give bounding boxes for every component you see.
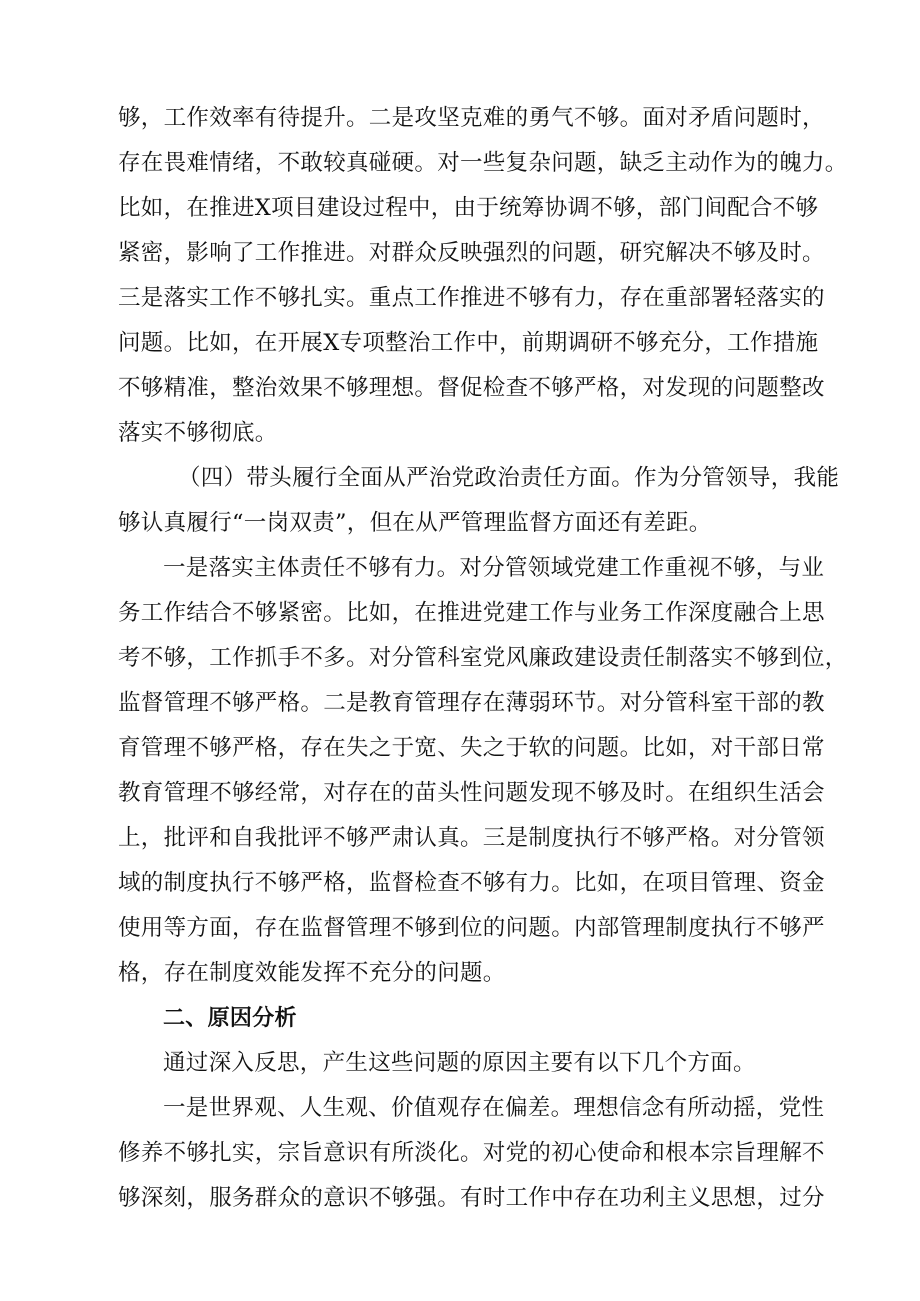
paragraph-line: 存在畏难情绪，不敢较真碰硬。对一些复杂问题，缺乏主动作为的魄力。 — [118, 150, 848, 176]
paragraph-line: 考不够，工作抓手不多。对分管科室党风廉政建设责任制落实不够到位， — [118, 645, 848, 671]
paragraph-line: 紧密，影响了工作推进。对群众反映强烈的问题，研究解决不够及时。 — [118, 240, 825, 266]
section-four-first-line: （四）带头履行全面从严治党政治责任方面。作为分管领导，我能 — [178, 465, 840, 491]
paragraph-line: 上，批评和自我批评不够严肃认真。三是制度执行不够严格。对分管领 — [118, 825, 825, 851]
paragraph-line: 三是落实工作不够扎实。重点工作推进不够有力，存在重部署轻落实的 — [118, 285, 825, 311]
document-body — [118, 96, 848, 1221]
paragraph-line: 够深刻，服务群众的意识不够强。有时工作中存在功利主义思想，过分 — [118, 1185, 825, 1211]
paragraph-first-line: 通过深入反思，产生这些问题的原因主要有以下几个方面。 — [163, 1050, 756, 1076]
paragraph-line: 务工作结合不够紧密。比如，在推进党建工作与业务工作深度融合上思 — [118, 600, 825, 626]
paragraph-line: 问题。比如，在开展X专项整治工作中，前期调研不够充分，工作措施 — [118, 330, 819, 356]
paragraph-line: 够，工作效率有待提升。二是攻坚克难的勇气不够。面对矛盾问题时， — [118, 105, 825, 131]
paragraph-line: 教育管理不够经常，对存在的苗头性问题发现不够及时。在组织生活会 — [118, 780, 825, 806]
paragraph-line: 育管理不够严格，存在失之于宽、失之于软的问题。比如，对干部日常 — [118, 735, 825, 761]
paragraph-first-line: 一是落实主体责任不够有力。对分管领域党建工作重视不够，与业 — [163, 555, 825, 581]
paragraph-line: 域的制度执行不够严格，监督检查不够有力。比如，在项目管理、资金 — [118, 870, 825, 896]
paragraph-first-line: 一是世界观、人生观、价值观存在偏差。理想信念有所动摇，党性 — [163, 1095, 825, 1121]
section-heading: 二、原因分析 — [163, 1006, 297, 1031]
paragraph-line: 格，存在制度效能发挥不充分的问题。 — [118, 960, 506, 986]
paragraph-line: 够认真履行“一岗双责”，但在从严管理监督方面还有差距。 — [118, 510, 712, 536]
paragraph-line: 修养不够扎实，宗旨意识有所淡化。对党的初心使命和根本宗旨理解不 — [118, 1140, 825, 1166]
paragraph-line: 比如，在推进X项目建设过程中，由于统筹协调不够，部门间配合不够 — [118, 195, 819, 221]
paragraph-line: 落实不够彻底。 — [118, 420, 278, 446]
paragraph-line: 监督管理不够严格。二是教育管理存在薄弱环节。对分管科室干部的教 — [118, 690, 825, 716]
paragraph-line: 使用等方面，存在监督管理不够到位的问题。内部管理制度执行不够严 — [118, 915, 825, 941]
paragraph-line: 不够精准，整治效果不够理想。督促检查不够严格，对发现的问题整改 — [118, 375, 825, 401]
